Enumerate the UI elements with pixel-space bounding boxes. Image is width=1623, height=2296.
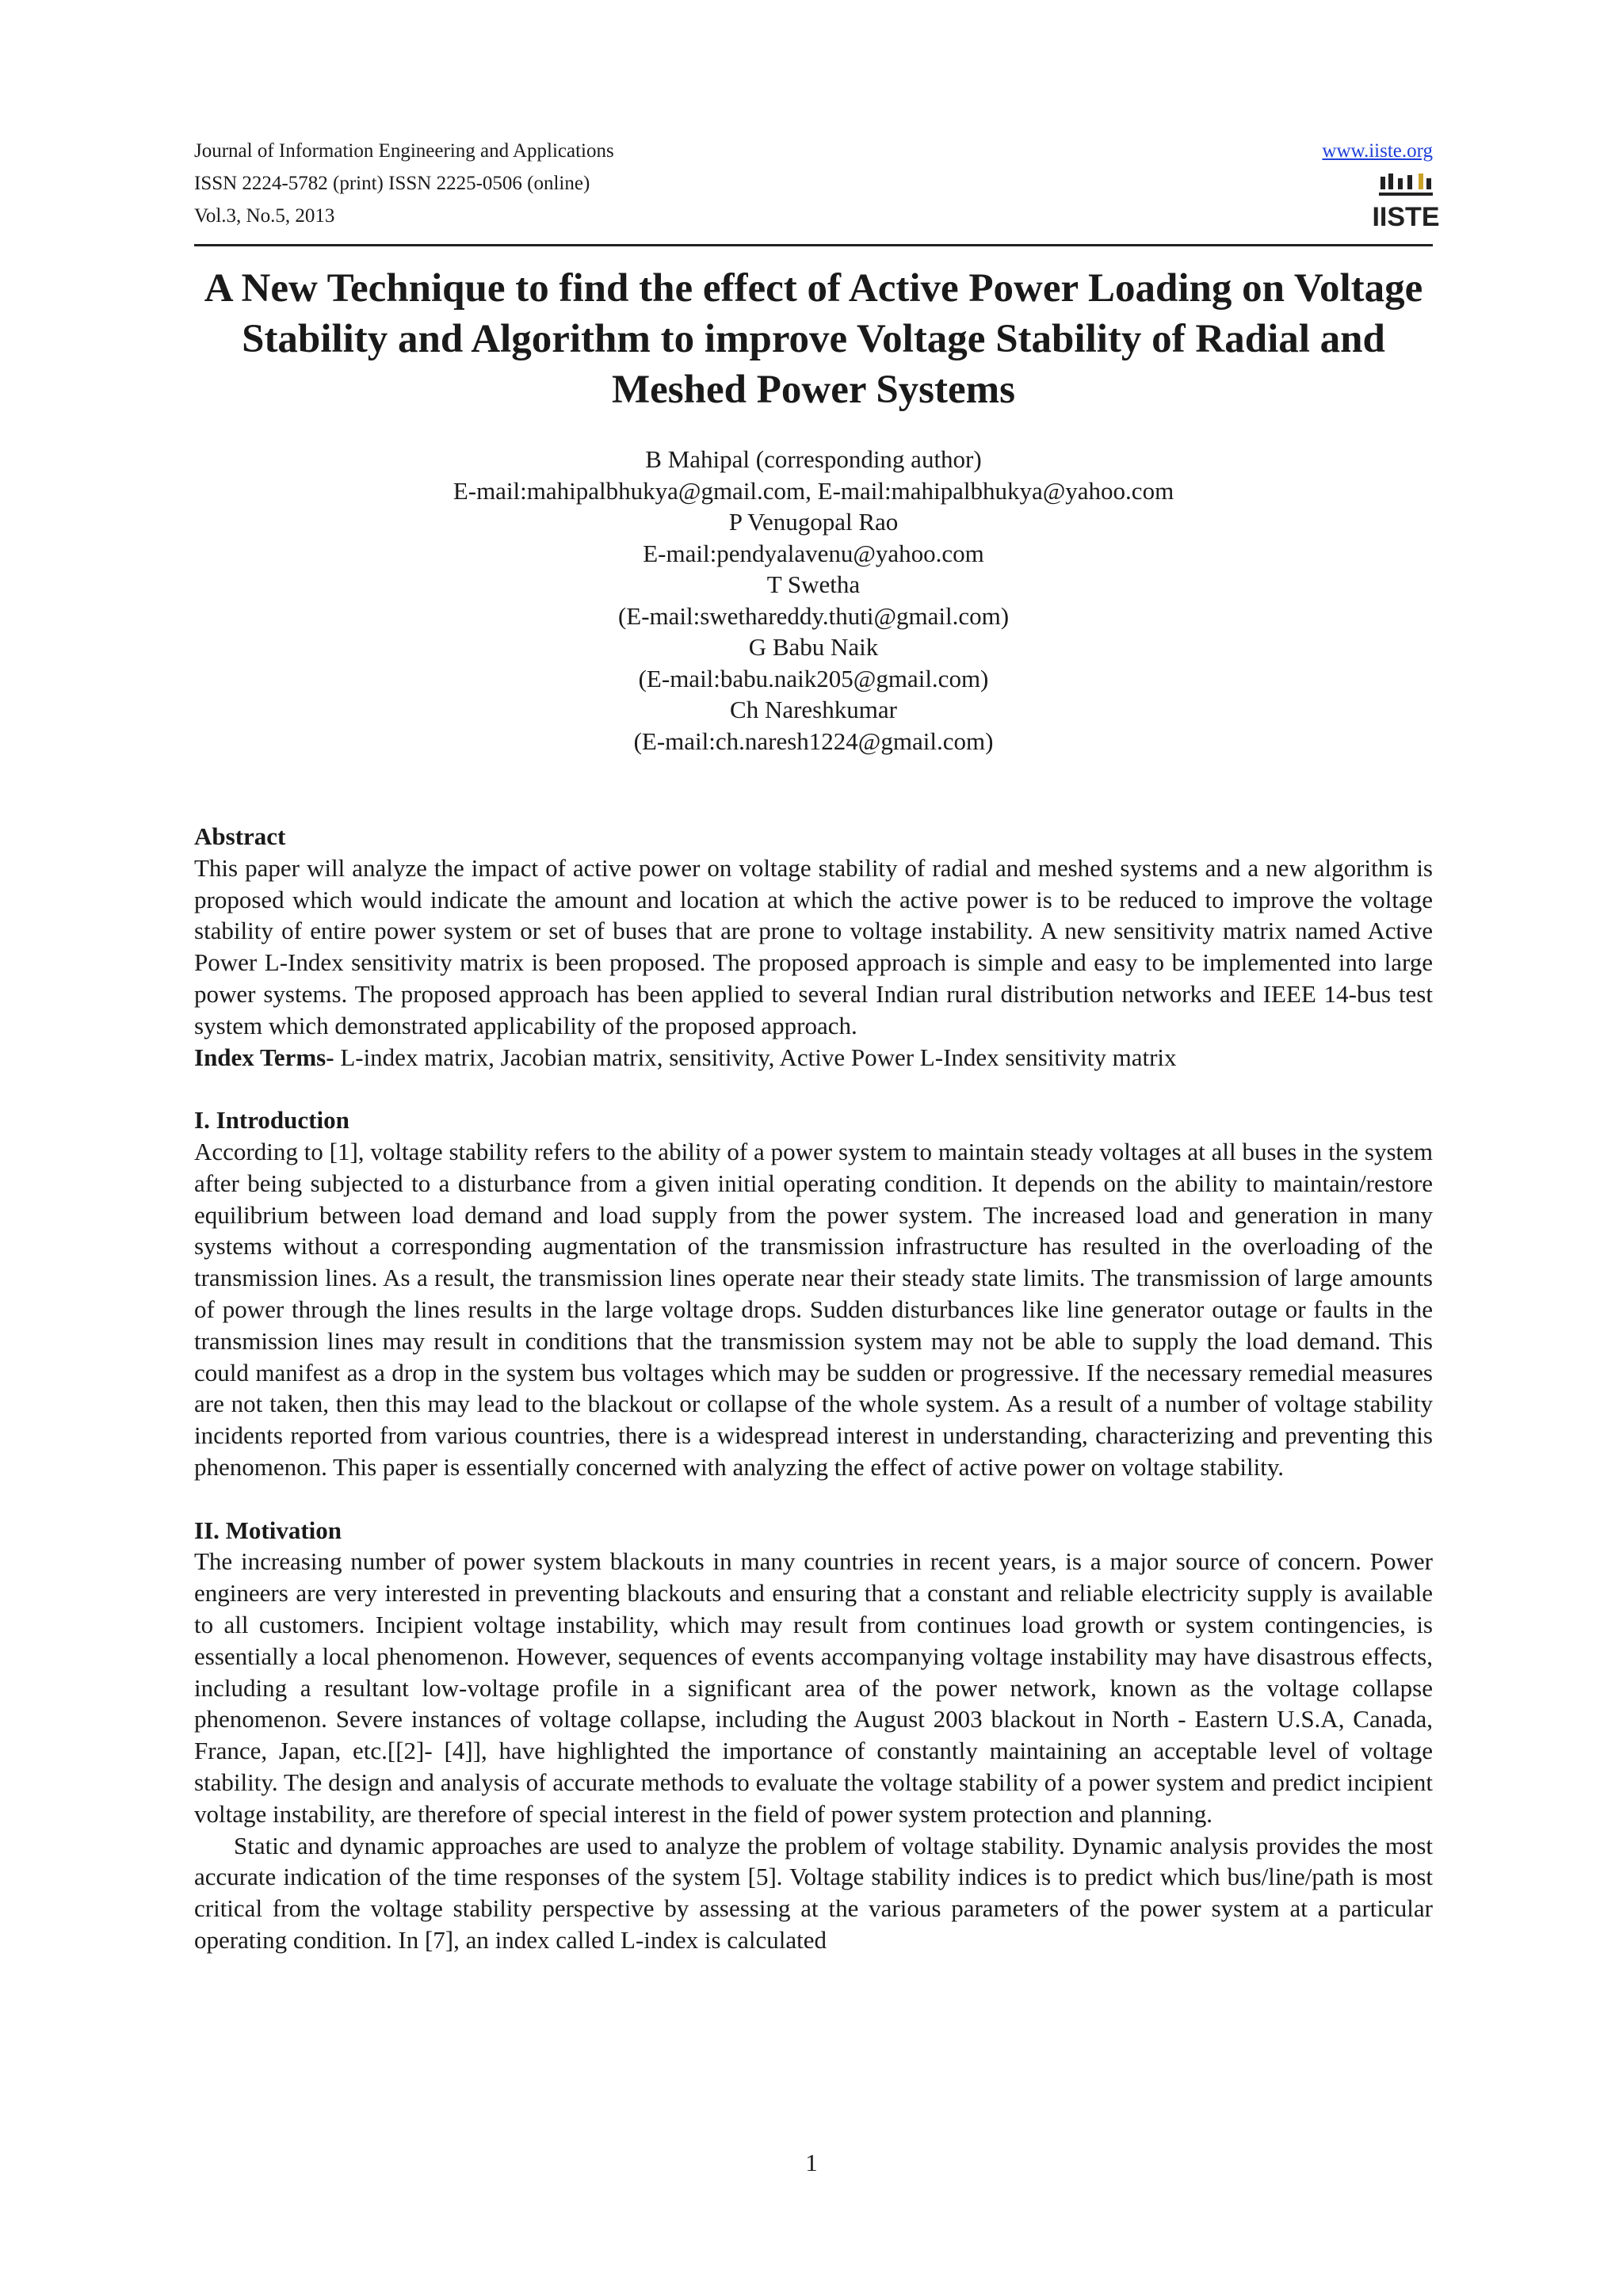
- paper-body: [194, 821, 1433, 1956]
- motivation-heading: II. Motivation: [194, 1516, 342, 1544]
- author-line: G Babu Naik: [748, 633, 879, 661]
- header-right: [1322, 135, 1440, 232]
- index-terms: [194, 1042, 1433, 1074]
- author-email-line: E-mail:pendyalavenu@yahoo.com: [643, 539, 984, 567]
- introduction-text: According to [1], voltage stability refers to the ability of a power system to maintain steady voltages at all buses in the system after being subjected to a disturbance from a given initial operating condition. It depends on the ability to maintain/restore equilibrium between load demand and load supply from the power system. The increased load and generation in many systems without a corresponding augmentation of the transmission infrastructure has resulted in the overloading of the transmission lines. As a result, the transmission lines operate near their steady state limits. The transmission of large amounts of power through the lines results in the large voltage drops. Sudden disturbances like line generator outage or faults in the transmission lines may result in conditions that the transmission system may not be able to supply the load demand. This could manifest as a drop in the system bus voltages which may be sudden or progressive. If the necessary remedial measures are not taken, then this may lead to the blackout or collapse of the whole system. As a result of a number of voltage stability incidents reported from various countries, there is a widespread interest in understanding, characterizing and preventing this phenomenon. This paper is essentially concerned with analyzing the effect of active power on voltage stability.: [194, 1137, 1433, 1481]
- introduction-heading: I. Introduction: [194, 1106, 349, 1135]
- author-line: B Mahipal (corresponding author): [645, 445, 982, 473]
- website-link[interactable]: www.iiste.org: [1322, 140, 1433, 162]
- motivation-paragraph-2: Static and dynamic approaches are used to analyze the problem of voltage stability. Dynamic analysis provides the most accurate indication of the time responses of the system [5]. Voltage stability indices is to predict which bus/line/path is most critical from the voltage stability perspective by assessing at the various parameters of the power system at a particular operating condition. In [7], an index called L-index is calculated: [194, 1831, 1433, 1954]
- author-email-line: (E-mail:swethareddy.thuti@gmail.com): [617, 601, 1010, 630]
- author-line: Ch Nareshkumar: [730, 696, 897, 723]
- abstract-text: This paper will analyze the impact of active power on voltage stability of radial and meshed systems and a new algorithm is proposed which would indicate the amount and location at which the active power is to be reduced to improve the voltage stability of entire power system or set of buses that are prone to voltage instability. A new sensitivity matrix named Active Power L-Index sensitivity matrix is been proposed. The proposed approach is simple and easy to be implemented into large power systems. The proposed approach has been applied to several Indian rural distribution networks and IEEE 14-bus test system which demonstrated applicability of the proposed approach.: [194, 853, 1433, 1039]
- journal-name: Journal of Information Engineering and Applications: [194, 140, 614, 162]
- issn-line: ISSN 2224-5782 (print) ISSN 2225-0506 (online): [194, 173, 590, 194]
- author-line: T Swetha: [766, 570, 861, 598]
- author-email-line: E-mail:mahipalbhukya@gmail.com, E-mail:mahipalbhukya@yahoo.com: [453, 476, 1174, 505]
- author-line: P Venugopal Rao: [728, 508, 899, 536]
- header-rule: [194, 244, 1433, 246]
- iiste-logo: [1372, 172, 1440, 232]
- author-block: [194, 444, 1433, 757]
- author-email-line: (E-mail:ch.naresh1224@gmail.com): [633, 727, 994, 755]
- paper-title: A New Technique to find the effect of Active Power Loading on Voltage Stability and Algorithm to improve Voltage Stability of Radial and Meshed Power Systems: [204, 266, 1423, 412]
- page-number: 1: [805, 2149, 818, 2176]
- volume-line: Vol.3, No.5, 2013: [194, 205, 335, 227]
- journal-header: [194, 135, 614, 232]
- logo-text: IISTE: [1372, 202, 1440, 232]
- author-email-line: (E-mail:babu.naik205@gmail.com): [638, 664, 989, 692]
- index-terms-label: Index Terms-: [194, 1043, 334, 1071]
- index-terms-text: L-index matrix, Jacobian matrix, sensitivity, Active Power L-Index sensitivity matrix: [334, 1043, 1177, 1071]
- motivation-paragraph-1: The increasing number of power system blackouts in many countries in recent years, is a major source of concern. Power engineers are very interested in preventing blackouts and ensuring that a constant and reliable electricity supply is available to all customers. Incipient voltage instability, which may result from continues load growth or system contingencies, is essentially a local phenomenon. However, sequences of events accompanying voltage instability may have disastrous effects, including a resultant low-voltage profile in a significant area of the power network, known as the voltage collapse phenomenon. Severe instances of voltage collapse, including the August 2003 blackout in North - Eastern U.S.A, Canada, France, Japan, etc.[[2]- [4]], have highlighted the importance of constantly maintaining an acceptable level of voltage stability. The design and analysis of accurate methods to evaluate the voltage stability of a power system and predict incipient voltage instability, are therefore of special interest in the field of power system protection and planning.: [194, 1547, 1433, 1828]
- abstract-heading: Abstract: [194, 822, 286, 850]
